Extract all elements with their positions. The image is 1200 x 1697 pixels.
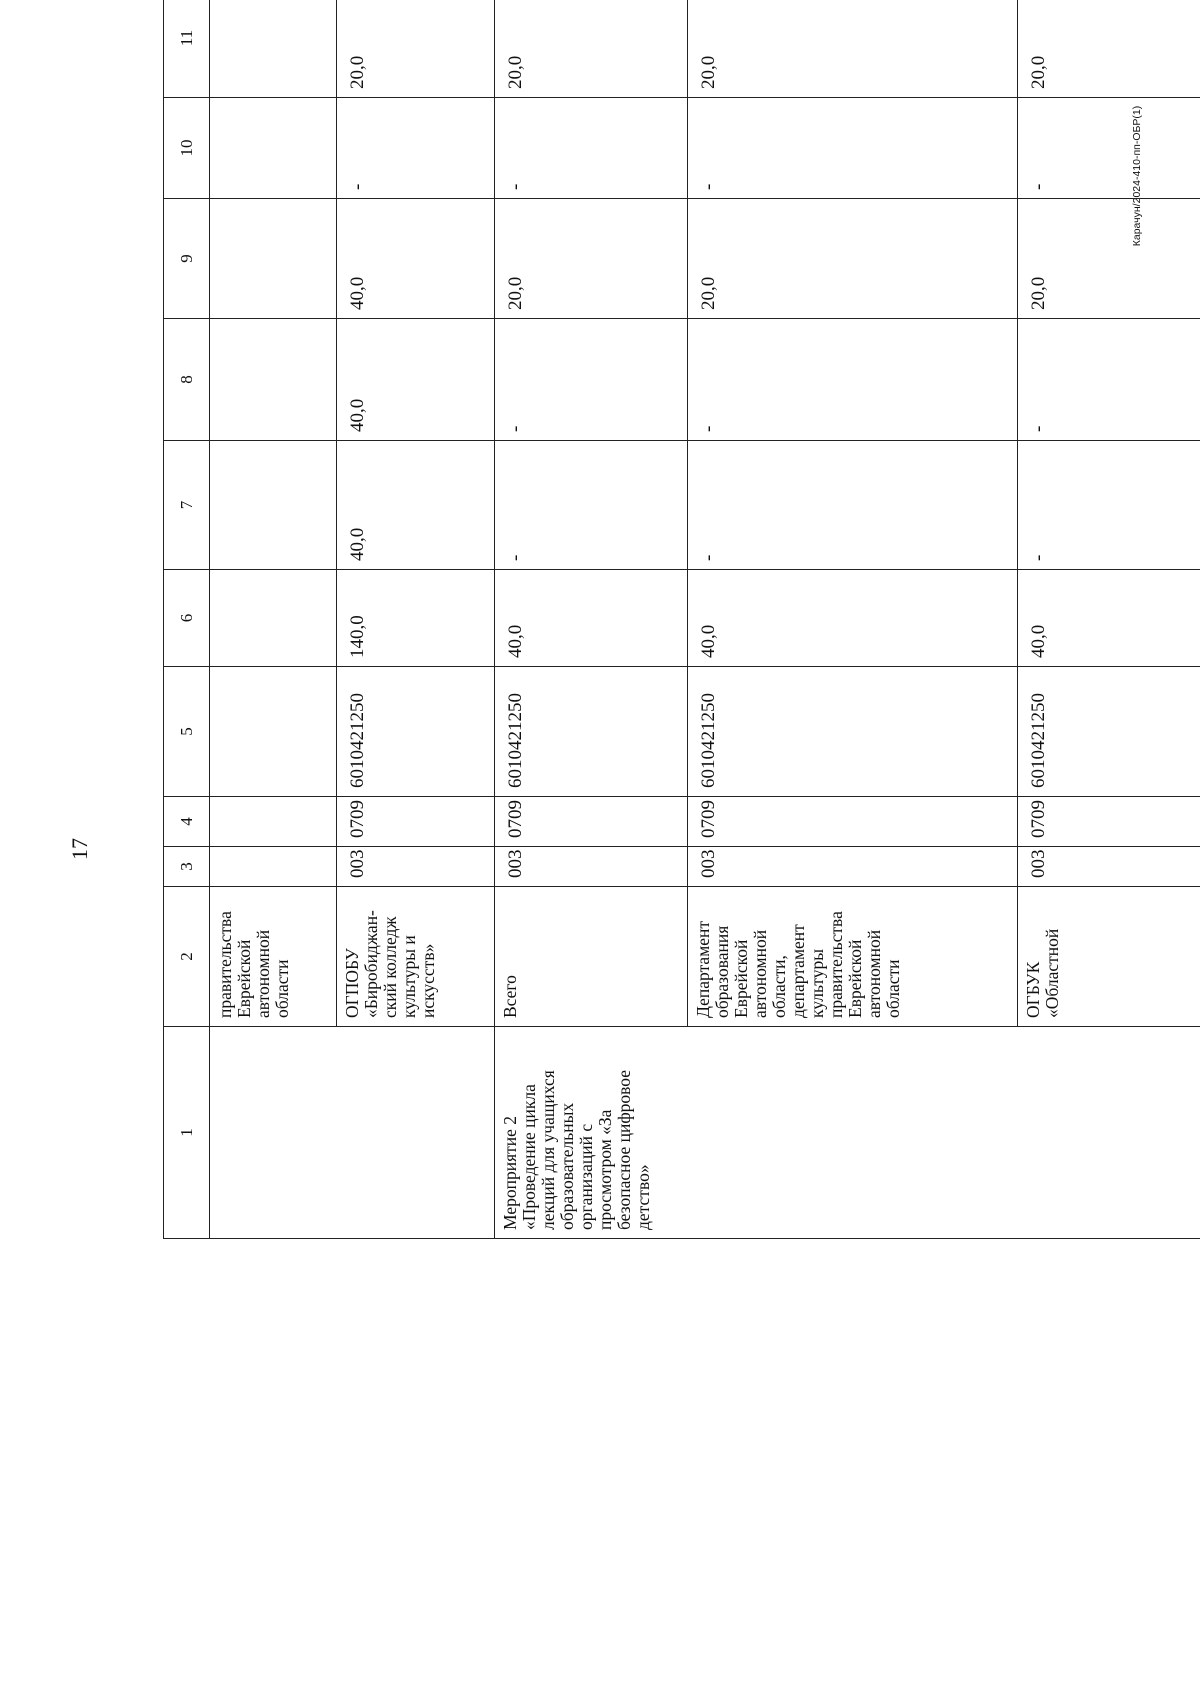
cell-r3-c11: 20,0 <box>495 0 688 98</box>
cell-r2-c5: 6010421250 <box>337 667 495 797</box>
cell-r4-c4: 0709 <box>688 797 1018 847</box>
cell-r2-c3: 003 <box>337 847 495 887</box>
header-cell-1: 1 <box>164 1027 210 1239</box>
cell-r3-c9: 20,0 <box>495 199 688 319</box>
header-cell-3: 3 <box>164 847 210 887</box>
cell-r1-c3 <box>210 847 337 887</box>
table-row-4 <box>688 0 1018 1239</box>
cell-r1-c7 <box>210 441 337 570</box>
cell-r2-c7: 40,0 <box>337 441 495 570</box>
cell-r1-c6 <box>210 570 337 667</box>
table-row-2 <box>337 0 495 1239</box>
cell-r3-c10: - <box>495 98 688 199</box>
cell-r2-c2: ОГПОБУ «Биробиджан-ский колледж культуры и искусств» <box>337 887 495 1027</box>
cell-r4-c9: 20,0 <box>688 199 1018 319</box>
cell-r1-c11 <box>210 0 337 98</box>
cell-r3-c4: 0709 <box>495 797 688 847</box>
cell-r3-c6: 40,0 <box>495 570 688 667</box>
header-cell-8: 8 <box>164 319 210 441</box>
cell-r5-c11: 20,0 <box>1018 0 1200 98</box>
cell-r4-c2: Департамент образования Еврейской автономной области, департамент культуры правительства Еврейской автономной области <box>688 887 1018 1027</box>
cell-r5-c9: 20,0 <box>1018 199 1200 319</box>
header-row <box>164 0 210 1239</box>
cell-r3-c2: Всего <box>495 887 688 1027</box>
cell-r4-c1 <box>688 1027 1018 1239</box>
cell-r5-c7: - <box>1018 441 1200 570</box>
cell-r2-c10: - <box>337 98 495 199</box>
cell-r2-c4: 0709 <box>337 797 495 847</box>
table-row-1 <box>210 0 337 1239</box>
cell-r1-c5 <box>210 667 337 797</box>
cell-r1-c10 <box>210 98 337 199</box>
cell-r4-c3: 003 <box>688 847 1018 887</box>
cell-r1-c1 <box>210 1027 337 1239</box>
cell-r4-c8: - <box>688 319 1018 441</box>
cell-r5-c5: 6010421250 <box>1018 667 1200 797</box>
header-cell-7: 7 <box>164 441 210 570</box>
cell-r5-c8: - <box>1018 319 1200 441</box>
cell-r4-c10: - <box>688 98 1018 199</box>
cell-r4-c6: 40,0 <box>688 570 1018 667</box>
rotated-table-layer <box>163 29 1200 1239</box>
cell-r5-c1 <box>1018 1027 1200 1239</box>
cell-r2-c6: 140,0 <box>337 570 495 667</box>
cell-r1-c4 <box>210 797 337 847</box>
budget-table-container <box>163 29 1200 1239</box>
cell-r3-c8: - <box>495 319 688 441</box>
header-cell-4: 4 <box>164 797 210 847</box>
cell-r5-c6: 40,0 <box>1018 570 1200 667</box>
budget-table <box>163 0 1200 1239</box>
cell-r5-c3: 003 <box>1018 847 1200 887</box>
header-cell-9: 9 <box>164 199 210 319</box>
cell-r1-c9 <box>210 199 337 319</box>
cell-r5-c2: ОГБУК «Областной <box>1018 887 1200 1027</box>
cell-r3-c5: 6010421250 <box>495 667 688 797</box>
cell-r2-c9: 40,0 <box>337 199 495 319</box>
document-id-text: Карачун/2024-410-пп-ОБР(1) <box>1131 105 1143 247</box>
table-row-5 <box>1018 0 1200 1239</box>
cell-r4-c5: 6010421250 <box>688 667 1018 797</box>
header-cell-5: 5 <box>164 667 210 797</box>
cell-r3-c1-activity: Мероприятие 2 «Проведение цикла лекций для учащихся образовательных организаций с просмотром «За безопасное цифровое детство» <box>495 1027 688 1239</box>
cell-r2-c1 <box>337 1027 495 1239</box>
header-cell-6: 6 <box>164 570 210 667</box>
cell-r1-c2: правительства Еврейской автономной области <box>210 887 337 1027</box>
cell-r1-c8 <box>210 319 337 441</box>
cell-r3-c3: 003 <box>495 847 688 887</box>
cell-r5-c10: - <box>1018 98 1200 199</box>
cell-r3-c7: - <box>495 441 688 570</box>
cell-r4-c11: 20,0 <box>688 0 1018 98</box>
header-cell-10: 10 <box>164 98 210 199</box>
page-number: 17 <box>67 838 92 860</box>
cell-r5-c4: 0709 <box>1018 797 1200 847</box>
cell-r2-c11: 20,0 <box>337 0 495 98</box>
cell-r2-c8: 40,0 <box>337 319 495 441</box>
cell-r4-c7: - <box>688 441 1018 570</box>
header-cell-2: 2 <box>164 887 210 1027</box>
header-cell-11: 11 <box>164 0 210 98</box>
table-row-3 <box>495 0 688 1239</box>
